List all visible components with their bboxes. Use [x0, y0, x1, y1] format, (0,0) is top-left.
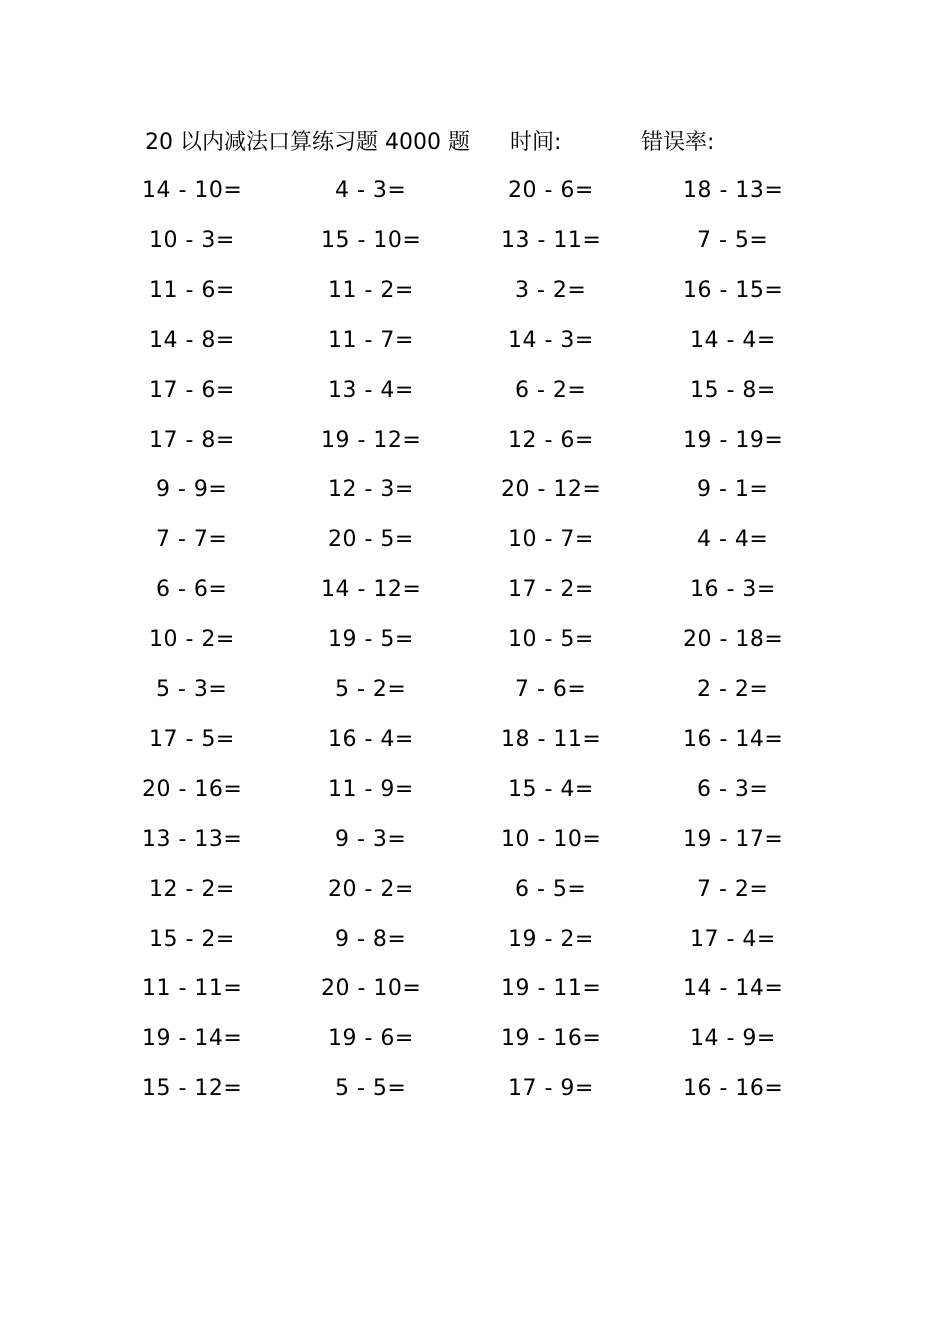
problem-item: 10 - 5=	[508, 627, 594, 653]
problem-item: 14 - 12=	[321, 577, 422, 603]
problem-item: 16 - 4=	[328, 726, 414, 752]
problem-item: 7 - 5=	[697, 227, 769, 253]
problem-item: 19 - 5=	[328, 627, 414, 653]
problem-item: 5 - 3=	[156, 677, 228, 702]
problem-item: 16 - 14=	[683, 726, 784, 752]
time-label: 时间:	[510, 130, 562, 155]
problem-item: 16 - 3=	[690, 577, 776, 603]
problem-item: 5 - 2=	[335, 677, 407, 702]
problem-item: 17 - 8=	[149, 427, 235, 453]
problem-item: 11 - 11=	[142, 976, 243, 1002]
problem-item: 17 - 4=	[690, 926, 776, 952]
problem-item: 14 - 10=	[142, 178, 243, 203]
problem-item: 20 - 16=	[142, 776, 243, 802]
problem-item: 20 - 6=	[508, 178, 594, 203]
problem-item: 11 - 9=	[328, 776, 414, 802]
problem-item: 4 - 3=	[335, 178, 407, 203]
problem-item: 9 - 3=	[335, 826, 407, 852]
problem-item: 15 - 4=	[508, 776, 594, 802]
problem-item: 9 - 9=	[156, 477, 228, 503]
problem-item: 5 - 5=	[335, 1076, 407, 1102]
problem-item: 20 - 18=	[683, 627, 784, 653]
problem-item: 15 - 12=	[142, 1076, 243, 1102]
problem-item: 19 - 11=	[501, 976, 602, 1002]
problem-item: 12 - 3=	[328, 477, 414, 503]
problem-item: 6 - 3=	[697, 776, 769, 802]
problem-item: 14 - 4=	[690, 327, 776, 353]
problem-item: 20 - 2=	[328, 876, 414, 902]
problem-item: 13 - 4=	[328, 377, 414, 403]
problem-item: 10 - 3=	[149, 227, 235, 253]
problem-item: 20 - 12=	[501, 477, 602, 503]
problem-item: 3 - 2=	[515, 277, 587, 303]
problem-item: 14 - 9=	[690, 1026, 776, 1052]
problem-item: 6 - 5=	[515, 876, 587, 902]
problem-item: 14 - 14=	[683, 976, 784, 1002]
problem-item: 11 - 2=	[328, 277, 414, 303]
problem-item: 20 - 5=	[328, 527, 414, 553]
problem-item: 19 - 17=	[683, 826, 784, 852]
problem-item: 11 - 7=	[328, 327, 414, 353]
problem-item: 15 - 8=	[690, 377, 776, 403]
problem-item: 9 - 8=	[335, 926, 407, 952]
problem-item: 19 - 16=	[501, 1026, 602, 1052]
problem-item: 19 - 12=	[321, 427, 422, 453]
problem-item: 13 - 13=	[142, 826, 243, 852]
problem-item: 15 - 2=	[149, 926, 235, 952]
problem-item: 15 - 10=	[321, 227, 422, 253]
problem-item: 10 - 10=	[501, 826, 602, 852]
problem-item: 19 - 14=	[142, 1026, 243, 1052]
problem-item: 17 - 5=	[149, 726, 235, 752]
problem-item: 10 - 7=	[508, 527, 594, 553]
problem-item: 17 - 9=	[508, 1076, 594, 1102]
problem-item: 18 - 13=	[683, 178, 784, 203]
problem-item: 20 - 10=	[321, 976, 422, 1002]
problem-item: 4 - 4=	[697, 527, 769, 553]
problem-item: 9 - 1=	[697, 477, 769, 503]
problem-item: 6 - 2=	[515, 377, 587, 403]
problem-item: 13 - 11=	[501, 227, 602, 253]
problem-item: 19 - 19=	[683, 427, 784, 453]
problem-item: 17 - 2=	[508, 577, 594, 603]
problem-item: 17 - 6=	[149, 377, 235, 403]
problem-item: 16 - 15=	[683, 277, 784, 303]
problem-item: 2 - 2=	[697, 677, 769, 702]
problem-item: 14 - 8=	[149, 327, 235, 353]
problem-item: 7 - 6=	[515, 677, 587, 702]
problem-item: 12 - 6=	[508, 427, 594, 453]
problem-item: 12 - 2=	[149, 876, 235, 902]
problem-item: 7 - 7=	[156, 527, 228, 553]
problem-item: 19 - 2=	[508, 926, 594, 952]
problem-item: 11 - 6=	[149, 277, 235, 303]
problem-item: 19 - 6=	[328, 1026, 414, 1052]
problem-item: 14 - 3=	[508, 327, 594, 353]
problem-item: 6 - 6=	[156, 577, 228, 603]
problem-item: 10 - 2=	[149, 627, 235, 653]
problem-item: 16 - 16=	[683, 1076, 784, 1102]
worksheet-title: 20 以内减法口算练习题 4000 题	[145, 130, 470, 155]
problem-item: 18 - 11=	[501, 726, 602, 752]
problem-item: 7 - 2=	[697, 876, 769, 902]
error-rate-label: 错误率:	[641, 130, 715, 155]
